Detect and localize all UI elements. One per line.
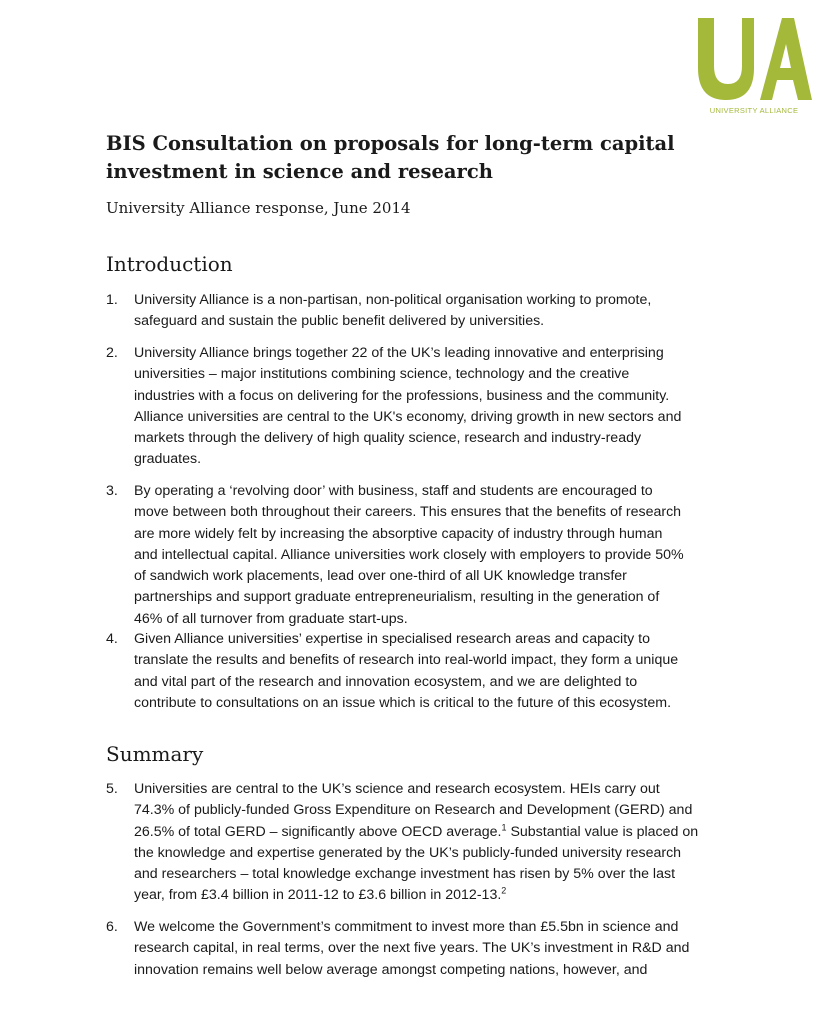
text-line: and researchers – total knowledge exchange investment has risen by 5% over the last xyxy=(134,866,676,883)
text-line: and intellectual capital. Alliance universities work closely with employers to provide 50% xyxy=(134,546,684,563)
text-line: Alliance universities are central to the UK's economy, driving growth in new sectors and xyxy=(134,408,682,425)
text-segment: year, from £3.4 billion in 2011-12 to £3.6 billion in 2012-13. xyxy=(134,887,502,904)
document-subtitle: University Alliance response, June 2014 xyxy=(106,199,411,217)
text-line: graduates. xyxy=(134,451,202,468)
text-line: the knowledge and expertise generated by the UK’s publicly-funded university research xyxy=(134,844,682,861)
footnote-marker[interactable]: 1 xyxy=(501,821,507,832)
text-line: research capital, in real terms, over the next five years. The UK’s investment in R&D and xyxy=(134,940,690,957)
title-line-1: BIS Consultation on proposals for long-term capital xyxy=(106,132,675,155)
text-line: We welcome the Government’s commitment to invest more than £5.5bn in science and xyxy=(134,919,679,935)
text-line: By operating a ‘revolving door’ with business, staff and students are encouraged to xyxy=(134,483,653,499)
paragraph-text xyxy=(134,629,744,714)
paragraph-text xyxy=(134,290,744,333)
paragraph-text xyxy=(134,343,744,471)
text-line: Universities are central to the UK’s science and research ecosystem. HEIs carry out xyxy=(134,781,660,797)
text-line: contribute to consultations on an issue which is critical to the future of this ecosystem. xyxy=(134,694,672,711)
text-line: innovation remains well below average amongst competing nations, however, and xyxy=(134,961,648,978)
text-line: of sandwich work placements, lead over one-third of all UK knowledge transfer xyxy=(134,568,627,585)
text-line: industries with a focus on delivering for the professions, business and the community. xyxy=(134,387,670,404)
paragraph-number: 1. xyxy=(106,292,118,308)
text-line: University Alliance is a non-partisan, non-political organisation working to promote, xyxy=(134,292,652,308)
text-line: partnerships and support graduate entrepreneurialism, resulting in the generation of xyxy=(134,589,660,606)
paragraph-text xyxy=(134,917,744,981)
text-line: safeguard and sustain the public benefit delivered by universities. xyxy=(134,313,545,330)
text-line: University Alliance brings together 22 of the UK’s leading innovative and enterprising xyxy=(134,345,664,361)
text-line xyxy=(134,885,744,906)
footnote-marker[interactable]: 2 xyxy=(501,885,507,896)
text-line: universities – major institutions combining science, technology and the creative xyxy=(134,366,630,383)
ua-logo-mark xyxy=(694,14,812,106)
text-line: are more widely felt by increasing the absorptive capacity of industry through human xyxy=(134,525,663,542)
paragraph-number: 3. xyxy=(106,483,118,499)
text-line: markets through the delivery of high quality science, research and industry-ready xyxy=(134,430,642,447)
text-line xyxy=(134,822,744,843)
university-alliance-logo xyxy=(694,14,812,114)
text-line: Given Alliance universities’ expertise in specialised research areas and capacity to xyxy=(134,631,651,647)
text-line: 74.3% of publicly-funded Gross Expenditure on Research and Development (GERD) and xyxy=(134,802,693,819)
text-line: move between both throughout their careers. This ensures that the benefits of research xyxy=(134,504,682,521)
text-segment: Substantial value is placed on xyxy=(506,823,699,840)
paragraph-text xyxy=(134,779,744,907)
introduction-heading: Introduction xyxy=(106,252,233,276)
paragraph-number: 5. xyxy=(106,781,118,797)
paragraph-number: 6. xyxy=(106,919,118,935)
paragraph-text xyxy=(134,481,744,630)
logo-caption: UNIVERSITY ALLIANCE xyxy=(709,106,799,115)
title-line-2: investment in science and research xyxy=(106,160,493,183)
text-segment: 26.5% of total GERD – significantly above OECD average. xyxy=(134,823,502,840)
paragraph-number: 4. xyxy=(106,631,118,647)
text-line: 46% of all turnover from graduate start-ups. xyxy=(134,610,408,627)
paragraph-number: 2. xyxy=(106,345,118,361)
text-line: and vital part of the research and innovation ecosystem, and we are delighted to xyxy=(134,673,638,690)
summary-heading: Summary xyxy=(106,742,204,766)
text-line: translate the results and benefits of research into real-world impact, they form a unique xyxy=(134,652,679,669)
document-title xyxy=(106,130,746,186)
